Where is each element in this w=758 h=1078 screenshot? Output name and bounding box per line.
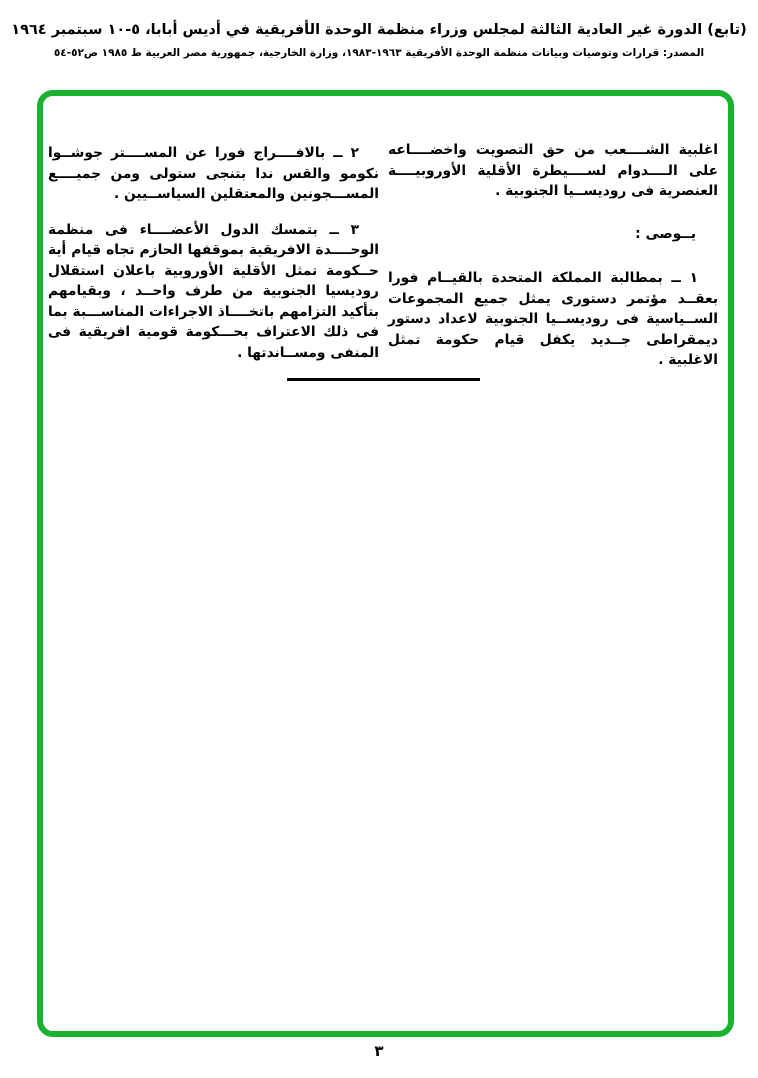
paragraph-item-2: ٢ ــ بالافــــراج فورا عن المســــتر جوشــوا نكومو والقس ندا بتنجى ستولى ومن جميــــع المســـجونين والمعتقلين السياســيين . [48, 145, 379, 202]
paragraph-item-3: ٣ ــ بتمسك الدول الأعضــــاء فى منظمة الوحــــدة الافريقية بموقفها الحازم تجاه قيام أية حــكومة تمثل الأقلية الأوروبية باعلان استقلال روديسيا الجنوبية من طرف واحــد ، وبقيامهم بتأكيد التزامهم باتخــــاذ الاجراءات المناســـبة بما فى ذلك الاعتراف بحـــكومة قومية افريقية فى المنفى ومســاندتها . [48, 221, 379, 361]
paragraph-continuation: اغلبية الشــــعب من حق التصويت واخضــــاعه على الــــدوام لســــيطرة الأقلية الأوروبيــــة العنصرية فى روديســيا الجنوبية . [388, 142, 718, 199]
page-number: ٣ [374, 1042, 384, 1060]
paragraph-recommends-label: يــوصى : [635, 225, 696, 242]
paragraph-item-1: ١ ــ بمطالبة المملكة المتحدة بالقيــام فورا بعقــد مؤتمر دستورى يمثل جميع المجموعات الســياسية فى روديســيا الجنوبية لاعداد دستور ديمقراطى جــديد يكفل قيام حكومة تمثل الاغلبية . [388, 270, 718, 368]
header-title: (تابع) الدورة غير العادية الثالثة لمجلس وزراء منظمة الوحدة الأفريقية في أديس أبابا، ٥-١٠ سبتمبر ١٩٦٤ [11, 22, 747, 38]
header-source-line: المصدر: قرارات وتوصيات وبيانات منظمة الوحدة الأفريقية ١٩٦٣-١٩٨٣، وزارة الخارجية، جمهورية مصر العربية ط ١٩٨٥ ص٥٢-٥٤ [53, 47, 705, 59]
text-column-left [48, 143, 379, 363]
page-header [0, 22, 758, 59]
text-column-right [388, 140, 718, 371]
content-frame [37, 90, 734, 1037]
section-divider [287, 378, 480, 381]
